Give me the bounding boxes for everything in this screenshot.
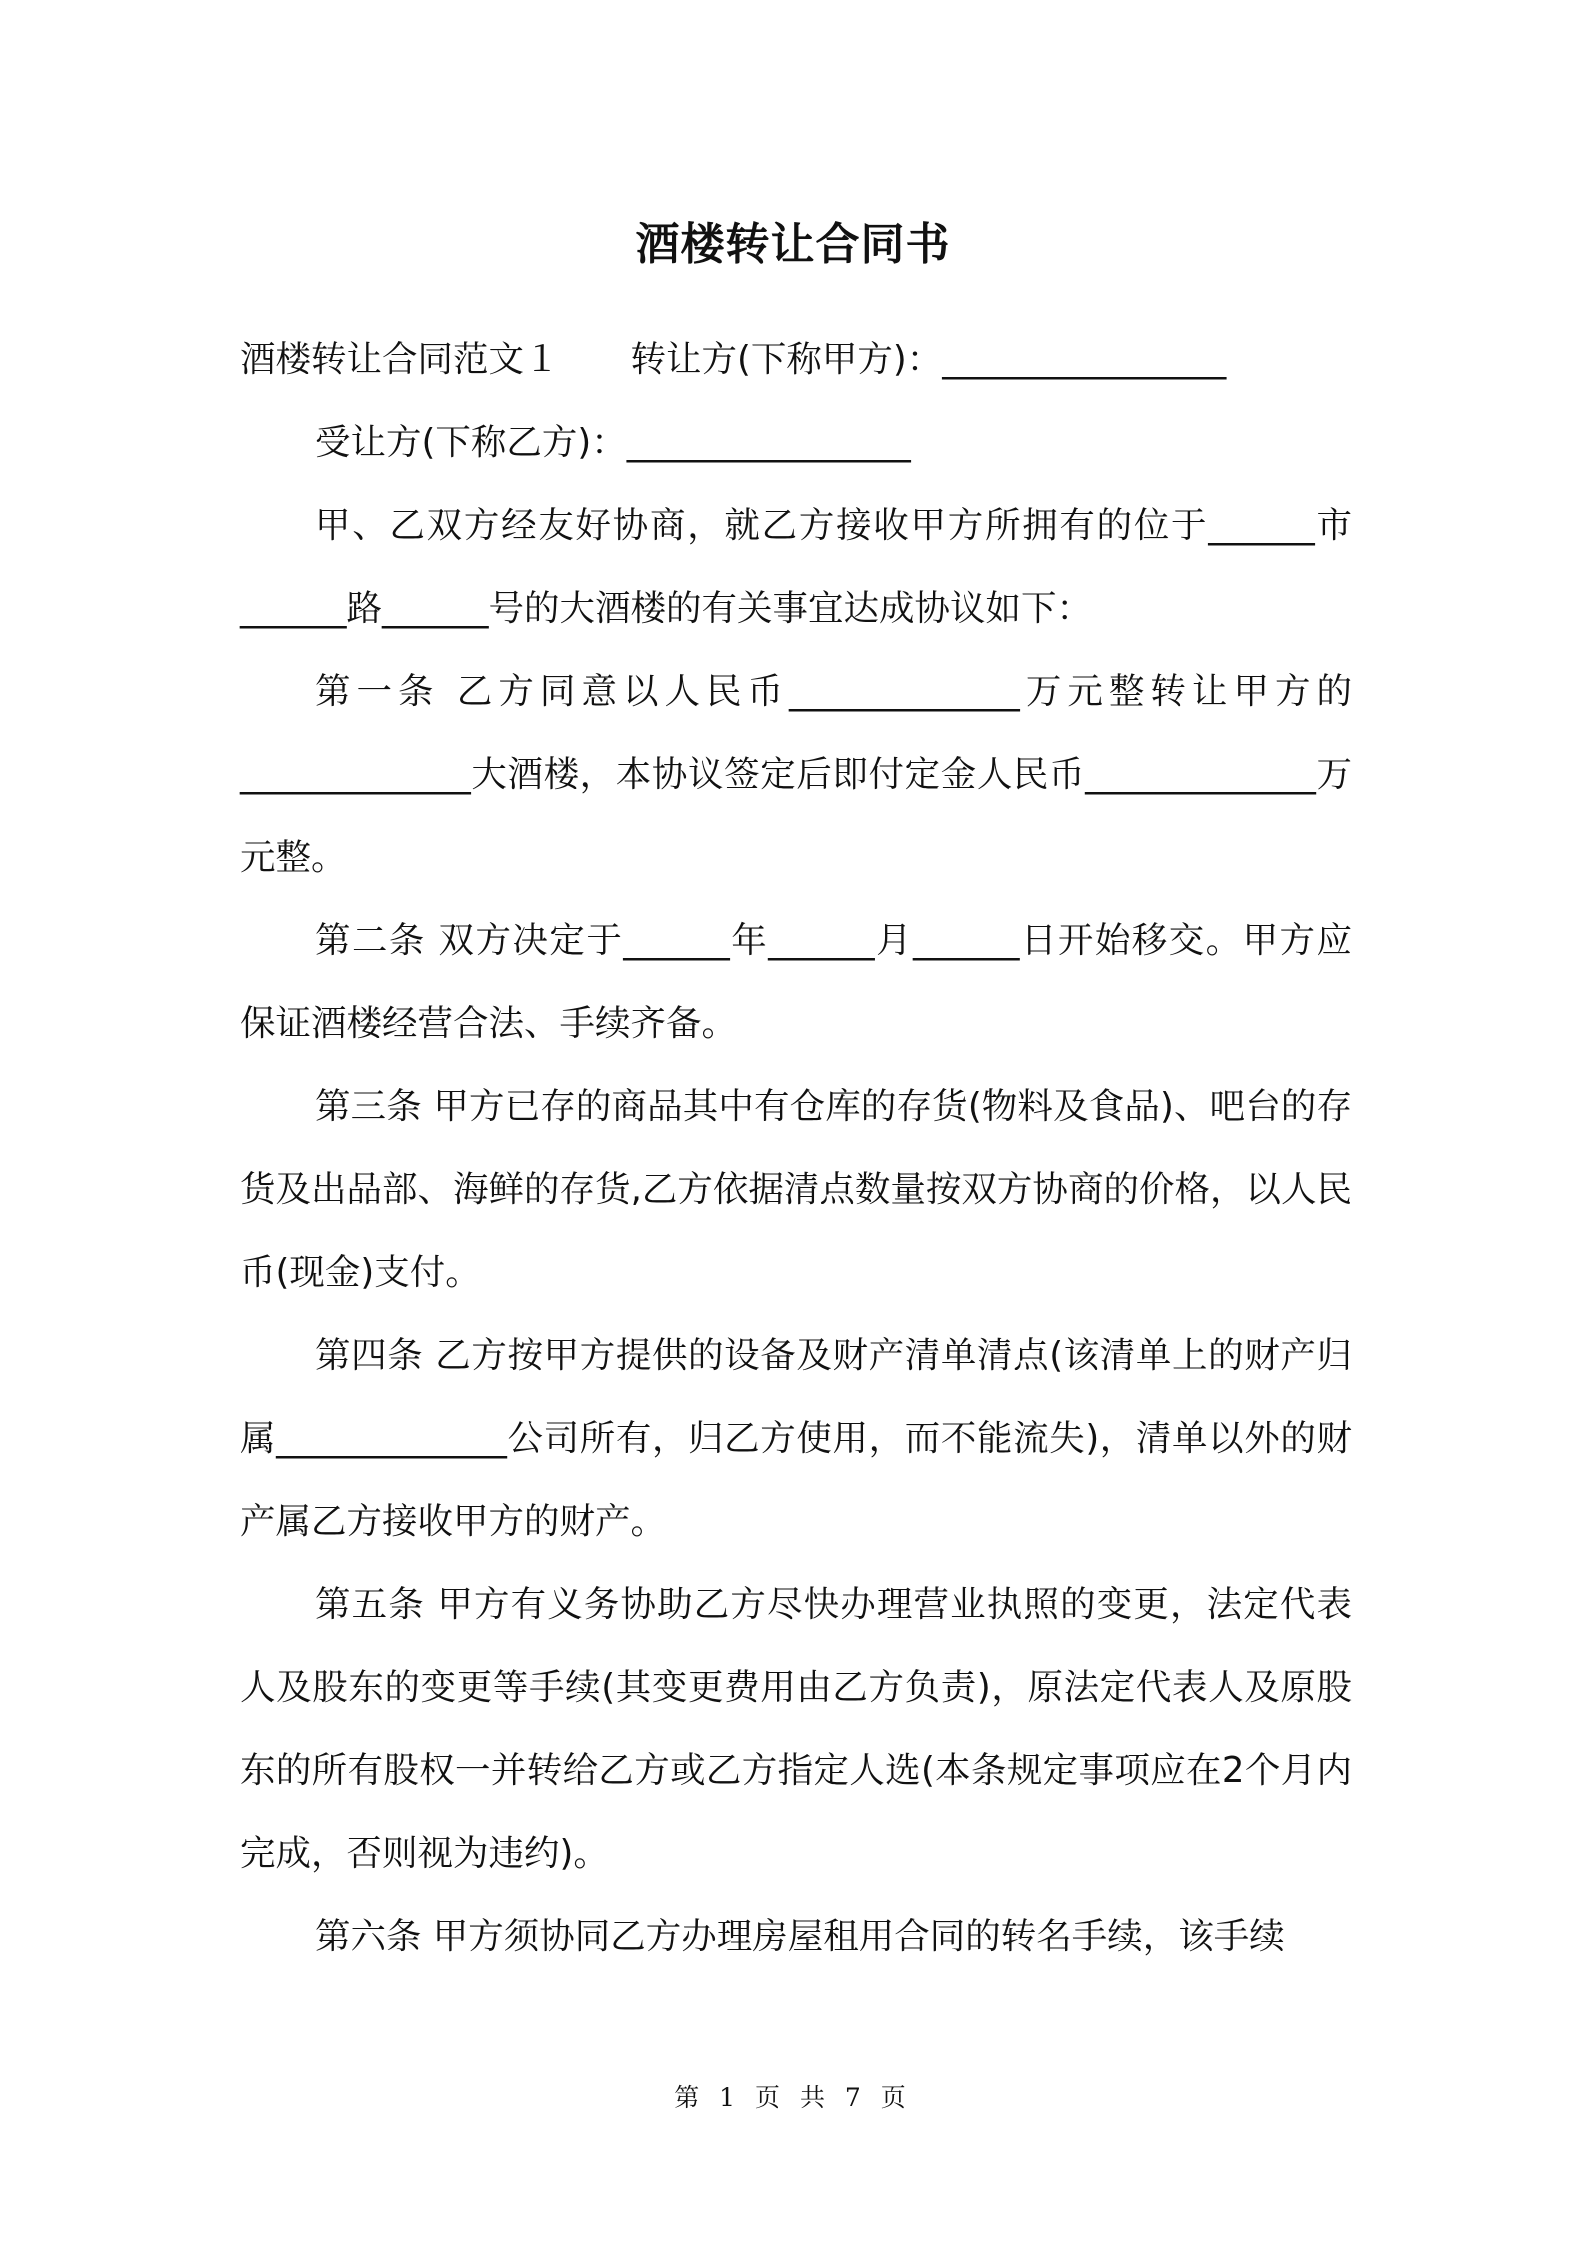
party-b-line: 受让方(下称乙方)：________________ bbox=[315, 422, 911, 463]
document-body bbox=[240, 318, 1352, 1978]
clause-6: 第六条 甲方须协同乙方办理房屋租用合同的转名手续，该手续 bbox=[315, 1916, 1285, 1957]
document-title: 酒楼转让合同书 bbox=[635, 219, 951, 270]
clause-2: 第二条 双方决定于______年______月______日开始移交。甲方应保证酒楼经营合法、手续齐备。 bbox=[240, 920, 1352, 1044]
page-number-footer: 第 1 页 共 7 页 bbox=[674, 2083, 912, 2112]
intro-paragraph: 甲、乙双方经友好协商，就乙方接收甲方所拥有的位于______市______路______号的大酒楼的有关事宜达成协议如下： bbox=[240, 505, 1352, 629]
heading-line: 酒楼转让合同范文１ 转让方(下称甲方)：________________ bbox=[240, 339, 1227, 380]
clause-5: 第五条 甲方有义务协助乙方尽快办理营业执照的变更，法定代表人及股东的变更等手续(其变更费用由乙方负责)，原法定代表人及原股东的所有股权一并转给乙方或乙方指定人选(本条规定事项应在2个月内完成，否则视为违约)。 bbox=[240, 1584, 1352, 1874]
clause-1: 第一条 乙方同意以人民币_____________万元整转让甲方的_____________大酒楼，本协议签定后即付定金人民币_____________万元整。 bbox=[240, 671, 1352, 878]
clause-4: 第四条 乙方按甲方提供的设备及财产清单清点(该清单上的财产归属_____________公司所有，归乙方使用，而不能流失)，清单以外的财产属乙方接收甲方的财产。 bbox=[240, 1335, 1352, 1542]
clause-3: 第三条 甲方已存的商品其中有仓库的存货(物料及食品)、吧台的存货及出品部、海鲜的存货,乙方依据清点数量按双方协商的价格，以人民币(现金)支付。 bbox=[240, 1086, 1352, 1293]
